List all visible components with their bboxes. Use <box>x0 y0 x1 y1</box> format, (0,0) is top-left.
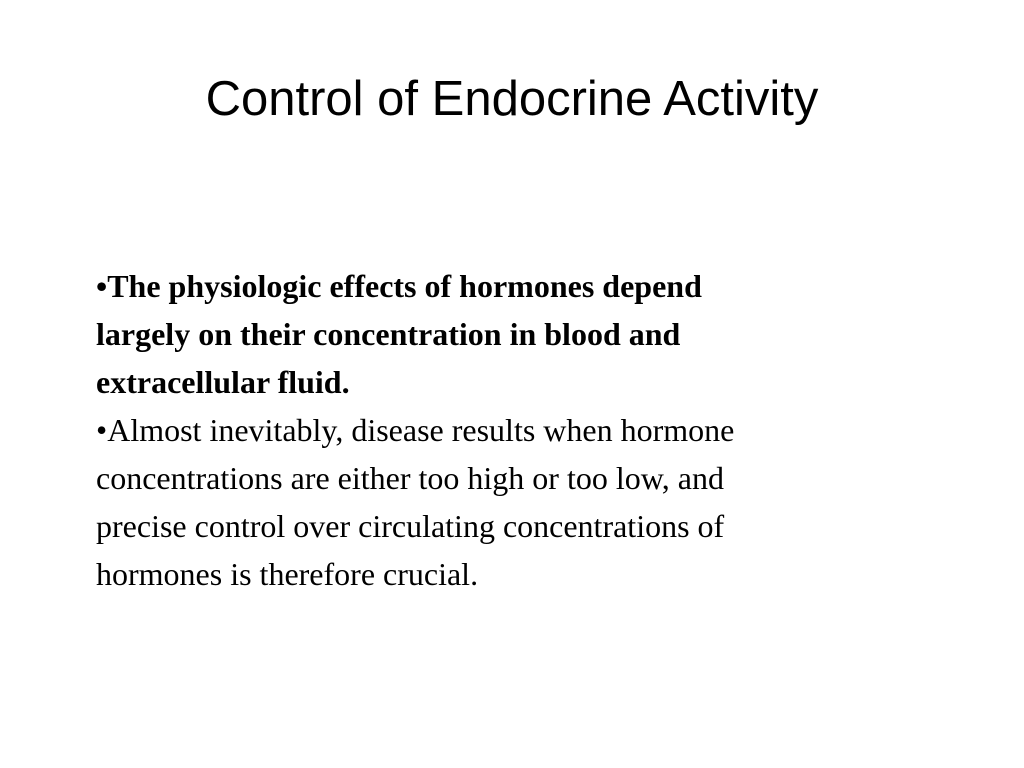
bullet-mark: • <box>96 268 108 304</box>
bullet-mark: • <box>96 412 108 448</box>
bullet-1-line-1 <box>96 262 936 310</box>
slide-title: Control of Endocrine Activity <box>205 72 819 126</box>
bullet-2-line-2: concentrations are either too high or too low, and <box>96 460 724 496</box>
bullet-1-line-3: extracellular fluid. <box>96 364 350 400</box>
bullet-1-line-1-text: The physiologic effects of hormones depend <box>107 268 702 304</box>
bullet-2-line-4: hormones is therefore crucial. <box>96 556 479 592</box>
bullet-2-line-3: precise control over circulating concentrations of <box>96 508 725 544</box>
bullet-item-1 <box>96 262 936 406</box>
bullet-item-2 <box>96 406 936 598</box>
slide-body <box>96 262 936 598</box>
bullet-2-line-1-text: Almost inevitably, disease results when hormone <box>107 412 735 448</box>
bullet-2-line-1 <box>96 406 936 454</box>
bullet-1-line-2: largely on their concentration in blood and <box>96 316 681 352</box>
